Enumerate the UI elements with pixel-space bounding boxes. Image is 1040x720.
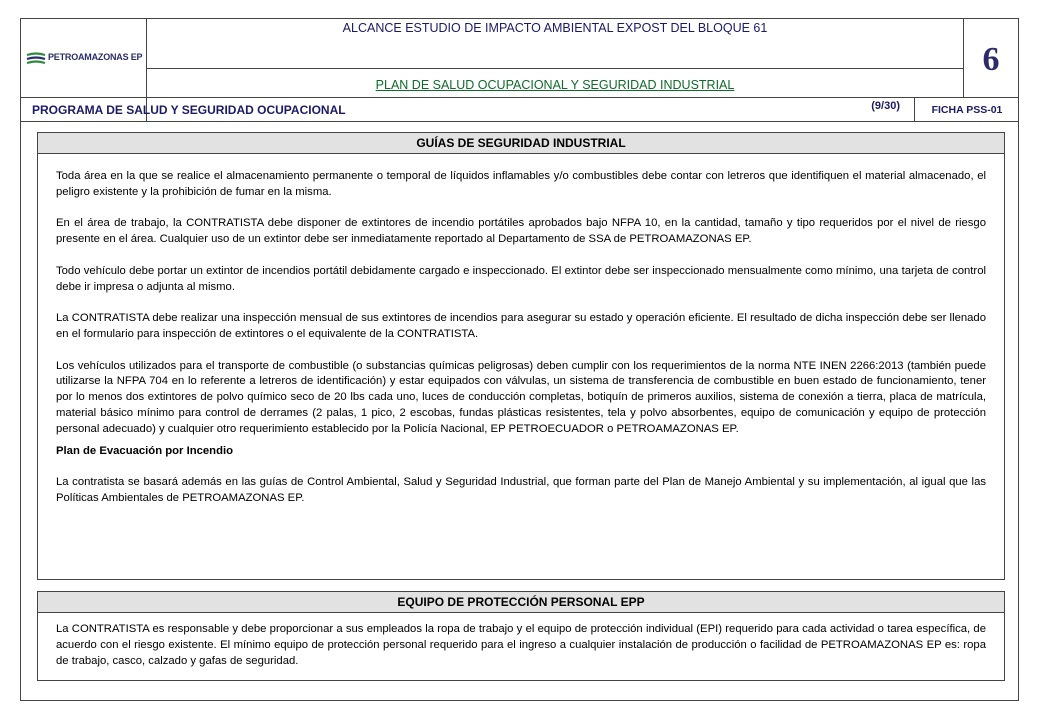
safety-guides-section	[37, 132, 1005, 580]
paragraph: Los vehículos utilizados para el transporte de combustible (o substancias químicas peligrosas) deben cumplir con los requerimientos de la norma NTE INEN 2266:2013 (también puede utilizarse la NFPA 704 en lo referente a letreros de identificación) y estar equipados con válvulas, un sistema de transferencia de combustible en buen estado de funcionamiento, tener por lo menos dos extintores de polvo químico seco de 20 lbs cada uno, luces de conducción completas, botiquín de primeros auxilios, sistema de conexión a tierra, placa de matrícula, material básico mínimo para control de derrames (2 palas, 1 pico, 2 escobas, fundas plásticas resistentes, tela y polvo absorbentes, equipo de comunicación y equipo de protección personal adecuado) y cualquier otro requerimiento establecido por la Policía Nacional, EP PETROECUADOR o PETROAMAZONAS EP.	[56, 359, 986, 435]
plan-title: PLAN DE SALUD OCUPACIONAL Y SEGURIDAD INDUSTRIAL	[375, 78, 735, 92]
section-number	[964, 18, 1018, 96]
paragraph: La contratista se basará además en las guías de Control Ambiental, Salud y Seguridad Industrial, que forman parte del Plan de Manejo Ambiental y su implementación, al igual que las Políticas Ambientales de PETROAMAZONAS EP.	[56, 476, 986, 504]
evacuation-plan-heading: Plan de Evacuación por Incendio	[56, 444, 234, 457]
page-counter: (9/30)	[871, 100, 900, 112]
section-number-cell	[963, 18, 1019, 97]
ppe-body	[38, 613, 1004, 669]
program-row	[20, 97, 914, 122]
svg-text:6: 6	[982, 41, 1000, 78]
document-subtitle	[147, 69, 963, 97]
paragraph: La CONTRATISTA es responsable y debe proporcionar a sus empleados la ropa de trabajo y el equipo de protección individual (EPI) requerido para cada actividad o tarea específica, de acuerdo con el riesgo existente. El mínimo equipo de protección personal requerido para el ingreso a cualquier instalación de producción o facilidad de PETROAMAZONAS EP es: ropa de trabajo, casco, calzado y gafas de seguridad.	[56, 623, 986, 667]
paragraph: La CONTRATISTA debe realizar una inspección mensual de sus extintores de incendios para asegurar su estado y operación eficiente. El resultado de dicha inspección debe ser llenado en el formulario para inspección de extintores o el equivalente de la CONTRATISTA.	[56, 312, 986, 340]
ficha-code: FICHA PSS-01	[914, 97, 1019, 122]
petroamazonas-logo-icon	[26, 52, 46, 66]
paragraph: Todo vehículo debe portar un extintor de incendios portátil debidamente cargado e inspeccionado. El extintor debe ser inspeccionado mensualmente como mínimo, una tarjeta de control debe ir impresa o adjunta al mismo.	[56, 264, 986, 293]
paragraph: Toda área en la que se realice el almacenamiento permanente o temporal de líquidos inflamables y/o combustibles debe contar con letreros que identifiquen el material almacenado, el peligro existente y la prohibición de fumar en la misma.	[56, 170, 986, 198]
paragraph: En el área de trabajo, la CONTRATISTA debe disponer de extintores de incendio portátiles aprobados bajo NFPA 10, en la cantidad, tamaño y tipo requeridos por el nivel de riesgo presente en el área. Cualquier uso de un extintor debe ser inmediatamente reportado al Departamento de SSA de PETROAMAZONAS EP.	[56, 217, 986, 246]
program-label: PROGRAMA DE SALUD Y SEGURIDAD OCUPACIONAL	[32, 103, 346, 117]
safety-guides-title: GUÍAS DE SEGURIDAD INDUSTRIAL	[38, 133, 1004, 154]
company-name: PETROAMAZONAS EP	[48, 52, 143, 62]
document-title: ALCANCE ESTUDIO DE IMPACTO AMBIENTAL EXPOST DEL BLOQUE 61	[147, 18, 963, 69]
safety-guides-body	[38, 154, 1004, 507]
ppe-title: EQUIPO DE PROTECCIÓN PERSONAL EPP	[38, 592, 1004, 613]
ppe-section	[37, 591, 1005, 681]
